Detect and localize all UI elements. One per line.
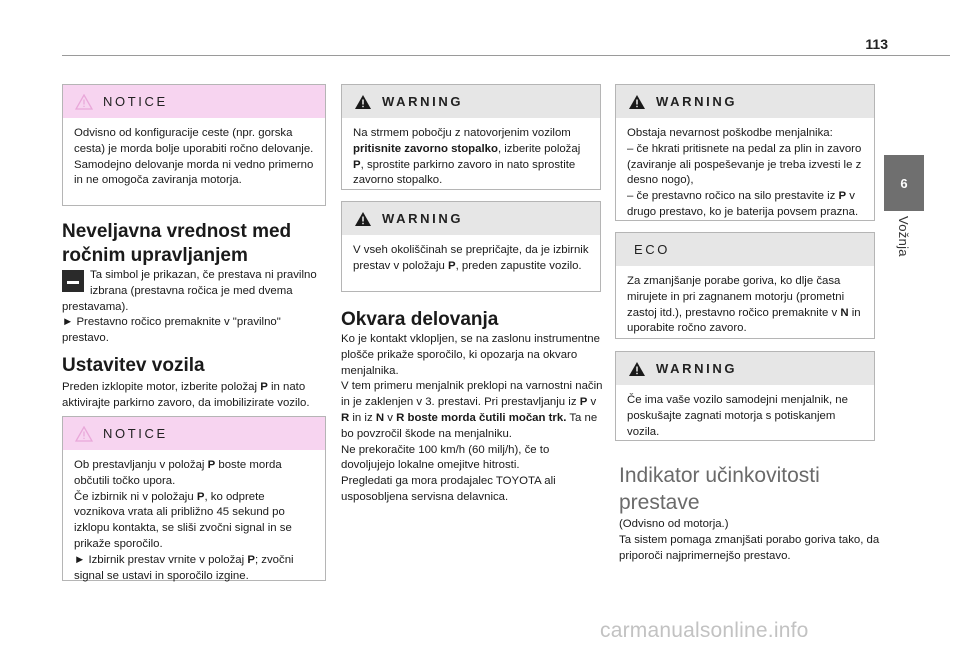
- section-title-gear-efficiency: Indikator učinkovitosti prestave: [619, 464, 820, 514]
- text-run: , preden zapustite vozilo.: [455, 259, 582, 272]
- caution-triangle-icon: [75, 94, 93, 110]
- notice-line: [74, 458, 315, 490]
- warning-line: – če hkrati pritisnete na pedal za plin in zavoro (zaviranje ali pospeševanje je treba izvesti le z desno nogo),: [627, 142, 862, 187]
- caution-triangle-icon: [75, 426, 93, 442]
- text-run: Na strmem pobočju z natovorjenim vozilom: [353, 127, 571, 139]
- text-bold: P: [247, 553, 255, 566]
- text-bold: P: [838, 190, 847, 203]
- paragraph: (Odvisno od motorja.): [619, 518, 729, 530]
- text-bold: P: [353, 158, 361, 171]
- paragraph: Ko je kontakt vklopljen, se na zaslonu instrumentne plošče prikaže sporočilo, ki opozarja na okvaro menjalnika.: [341, 333, 600, 377]
- warning-title: WARNING: [656, 94, 738, 109]
- notice-line: [74, 490, 315, 553]
- text-run: Za zmanjšanje porabe goriva, ko dlje časa mirujete in pri zagnanem motorju (prometni zastoj itd.), prestavno ročico premaknite v: [627, 275, 845, 319]
- text-run: – če prestavno ročico na silo prestavite iz: [627, 190, 839, 203]
- text-run: v: [587, 396, 597, 409]
- stopping-text-c: in nato aktivirajte parkirno zavoro, da imobilizirate vozilo.: [62, 381, 310, 409]
- notice-title: NOTICE: [103, 94, 168, 109]
- text-run: Ta ne bo povzročil škode na menjalniku.: [341, 411, 598, 440]
- notice-box-park: [62, 416, 326, 581]
- section-text-malfunction: [341, 332, 603, 506]
- text-run: v drugo prestavo, ko je baterija povsem prazna.: [627, 190, 859, 218]
- warning-triangle-icon: [628, 94, 646, 110]
- text-bold: N: [375, 411, 385, 424]
- text-bold: N: [840, 306, 849, 319]
- chapter-tab[interactable]: [884, 155, 924, 211]
- text-bold: pritisnite zavorno stopalko: [353, 142, 498, 155]
- warning-body: [616, 385, 874, 448]
- paragraph: Ta sistem pomaga zmanjšati porabo goriva tako, da priporoči najprimernejšo prestavo.: [619, 533, 880, 562]
- text-run: , ko odprete voznikova vrata ali približno 45 sekund po izklopu kontakta, se sliši zvočni signal in se prikaže sporočilo.: [74, 490, 292, 550]
- text-run: V tem primeru menjalnik preklopi na varnostni način in je zaklenjen v 3. prestavi. Pri prestavljanju iz: [341, 380, 603, 409]
- warning-box-leave-vehicle: [341, 201, 601, 292]
- warning-triangle-icon: [354, 94, 372, 110]
- section-title-malfunction: Okvara delovanja: [341, 309, 499, 330]
- watermark: carmanualsonline.info: [600, 619, 809, 642]
- chapter-number: 6: [900, 175, 908, 191]
- section-text-gear-efficiency: [619, 517, 881, 564]
- eco-body: [616, 266, 874, 345]
- notice-body: [63, 118, 325, 197]
- warning-line: Obstaja nevarnost poškodbe menjalnika:: [627, 127, 833, 139]
- text-bold: P: [579, 396, 588, 409]
- warning-triangle-icon: [628, 361, 646, 377]
- warning-box-push-start: [615, 351, 875, 441]
- paragraph: Pregledati ga mora prodajalec TOYOTA ali usposobljena servisna delavnica.: [341, 475, 556, 503]
- paragraph: [341, 379, 603, 442]
- warning-box-slope: [341, 84, 601, 190]
- text-run: V vseh okoliščinah se prepričajte, da je izbirnik prestav v položaju: [353, 244, 589, 272]
- text-run: Ob prestavljanju v položaj: [74, 459, 208, 471]
- warning-header: [616, 85, 874, 118]
- warning-title: WARNING: [382, 211, 464, 226]
- notice-text: Odvisno od konfiguracije ceste (npr. gorska cesta) je morda bolje uporabiti ročno delovanje. Samodejno delovanje morda ni vedno primerno in ne omogoča zaviranja motorja.: [74, 127, 314, 187]
- page-number: 113: [865, 36, 888, 52]
- warning-header: [342, 85, 600, 118]
- warning-header: [342, 202, 600, 235]
- stopping-text-a: Preden izklopite motor, izberite položaj: [62, 381, 261, 393]
- notice-header: [63, 417, 325, 450]
- text-bold: P: [196, 490, 205, 503]
- chapter-title: Vožnja: [896, 216, 911, 257]
- chapter-title-vertical: [884, 216, 924, 276]
- text-bold: R boste morda čutili močan trk.: [396, 411, 567, 424]
- text-run: in uporabite ročno zavoro.: [627, 306, 861, 335]
- warning-header: [616, 352, 874, 385]
- text-bold: P: [447, 259, 456, 272]
- stopping-text-p: P: [260, 381, 268, 393]
- section-title-stopping: Ustavitev vozila: [62, 355, 205, 376]
- text-run: , sprostite parkirno zavoro in nato sprostite zavorno stopalko.: [353, 158, 576, 187]
- notice-header: [63, 85, 325, 118]
- text-run: Če izbirnik ni v položaju: [74, 490, 197, 503]
- eco-box: [615, 232, 875, 339]
- warning-line: [627, 189, 864, 221]
- section-text-invalid-value: [62, 268, 326, 347]
- header-rule: [62, 55, 950, 56]
- gear-invalid-symbol-icon: [62, 270, 84, 292]
- text-run: , izberite položaj: [497, 142, 581, 155]
- text-run: v: [384, 411, 397, 424]
- text-run: ; zvočni signal se ustavi in sporočilo izgine.: [74, 553, 294, 582]
- warning-body: [342, 235, 600, 283]
- section-text-stopping: [62, 380, 332, 412]
- warning-box-gearbox-damage: [615, 84, 875, 221]
- text-run: boste morda občutili točko upora.: [74, 459, 282, 487]
- warning-body: [342, 118, 600, 197]
- notice-title: NOTICE: [103, 426, 168, 441]
- text-bold: R: [341, 411, 350, 424]
- text-bold: P: [207, 459, 216, 471]
- text-run: in iz: [349, 411, 376, 424]
- warning-title: WARNING: [656, 361, 738, 376]
- notice-line: [74, 553, 315, 585]
- eco-title: ECO: [634, 242, 670, 257]
- eco-header: [616, 233, 874, 266]
- notice-box-manual-mode: [62, 84, 326, 206]
- invalid-value-text: Ta simbol je prikazan, če prestava ni pravilno izbrana (prestavna ročica je med dvema prestavama). ► Prestavno ročico premaknite v "pravilno" prestavo.: [62, 269, 317, 345]
- paragraph: Ne prekoračite 100 km/h (60 milj/h), če to dovoljujejo lokalne omejitve hitrosti.: [341, 443, 550, 472]
- warning-triangle-icon: [354, 211, 372, 227]
- warning-body: [616, 118, 874, 229]
- notice-body: [63, 450, 325, 592]
- warning-text: Če ima vaše vozilo samodejni menjalnik, ne poskušajte zagnati motorja s potiskanjem vozila.: [627, 394, 848, 438]
- warning-title: WARNING: [382, 94, 464, 109]
- section-title-invalid-value: Neveljavna vrednost med ročnim upravljanjem: [62, 221, 292, 266]
- text-run: ► Izbirnik prestav vrnite v položaj: [74, 553, 248, 566]
